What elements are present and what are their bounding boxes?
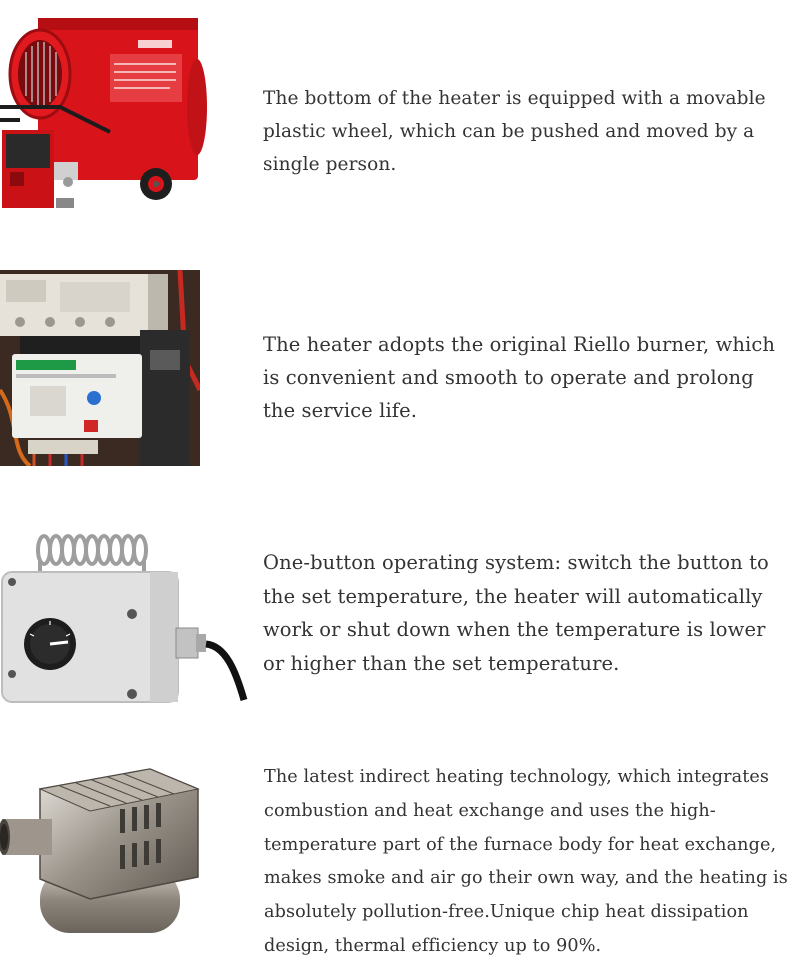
red-portable-heater-icon [0, 12, 210, 212]
feature-description: The heater adopts the original Riello burner, which is convenient and smooth to operate and prolong the service life. [263, 333, 776, 422]
feature-row-burner [0, 260, 800, 475]
heat-exchanger-icon [0, 759, 205, 937]
electrical-contactor-icon [0, 270, 200, 466]
feature-row-mobility [0, 0, 800, 230]
feature-row-thermostat [0, 510, 800, 710]
feature-row-heat-exchanger [0, 745, 800, 956]
feature-description: The latest indirect heating technology, which integrates combustion and heat exchange and uses the high-temperature part of the furnace body for heat exchange, makes smoke and air go their own way, and the heating is absolutely pollution-free.Unique chip heat dissipation design, thermal efficiency up to 90%. [264, 767, 788, 956]
thermostat-dial-icon [0, 524, 248, 706]
feature-description: The bottom of the heater is equipped with a movable plastic wheel, which can be pushed and moved by a single person. [263, 88, 766, 175]
feature-description: One-button operating system: switch the button to the set temperature, the heater will automatically work or shut down when the temperature is lower or higher than the set temperature. [263, 551, 769, 675]
